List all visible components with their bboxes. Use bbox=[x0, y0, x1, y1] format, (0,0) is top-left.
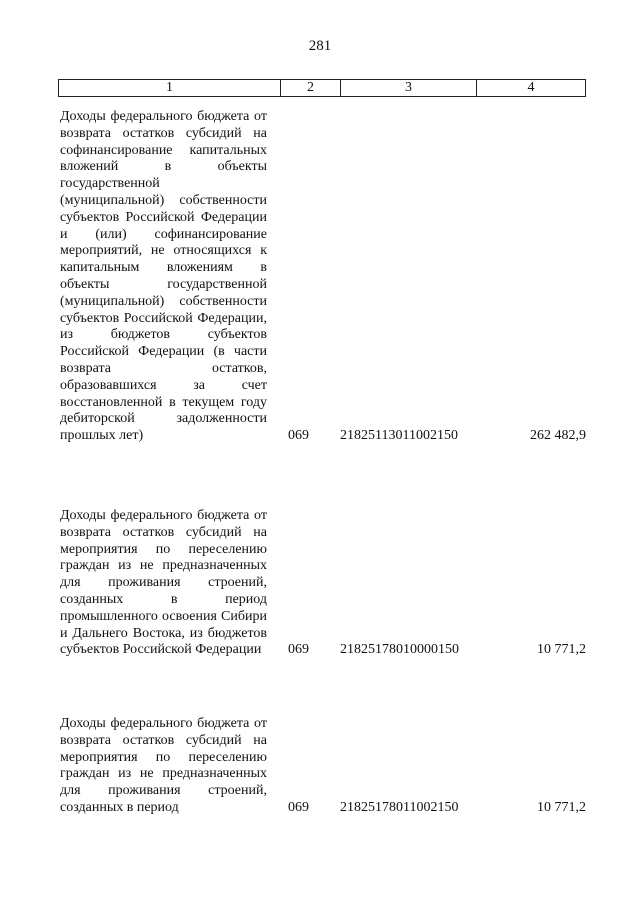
row-admin-code: 069 bbox=[288, 799, 309, 815]
row-kbk-code: 21825178010000150 bbox=[340, 642, 459, 658]
table-header bbox=[58, 79, 586, 97]
header-col-4: 4 bbox=[476, 80, 585, 96]
header-col-3: 3 bbox=[340, 80, 476, 96]
page-number: 281 bbox=[308, 38, 332, 54]
header-col-1: 1 bbox=[166, 80, 173, 95]
header-col-2: 2 bbox=[280, 80, 340, 96]
row-amount: 10 771,2 bbox=[537, 642, 586, 658]
row-description: Доходы федерального бюджета от возврата остатков субсидий на мероприятия по переселению граждан из не предназначенных для проживания строений, созданных в период промышленного освоения Сибири и Дальнего Востока, из бюджетов субъектов Российской Федерации bbox=[60, 508, 267, 658]
table-row bbox=[60, 109, 586, 445]
row-admin-code: 069 bbox=[288, 642, 309, 658]
row-admin-code: 069 bbox=[288, 428, 309, 444]
row-description: Доходы федерального бюджета от возврата остатков субсидий на мероприятия по переселению граждан из не предназначенных для проживания строений, созданных в период bbox=[60, 716, 267, 815]
row-amount: 10 771,2 bbox=[537, 799, 586, 815]
table-row bbox=[60, 716, 586, 817]
table-row bbox=[60, 508, 586, 659]
row-amount: 262 482,9 bbox=[530, 428, 586, 444]
row-kbk-code: 21825113011002150 bbox=[340, 428, 458, 444]
row-description: Доходы федерального бюджета от возврата остатков субсидий на софинансирование капитальных вложений в объекты государственной (муниципальной) собственности субъектов Российской Федерации и (или) софинансирование мероприятий, не относящихся к капитальным вложениям в объекты государственной (муниципальной) собственности субъектов Российской Федерации, из бюджетов субъектов Российской Федерации (в части возврата остатков, образовавшихся за счет восстановленной в текущем году дебиторской задолженности прошлых лет) bbox=[60, 109, 267, 444]
row-kbk-code: 21825178011002150 bbox=[340, 799, 459, 815]
